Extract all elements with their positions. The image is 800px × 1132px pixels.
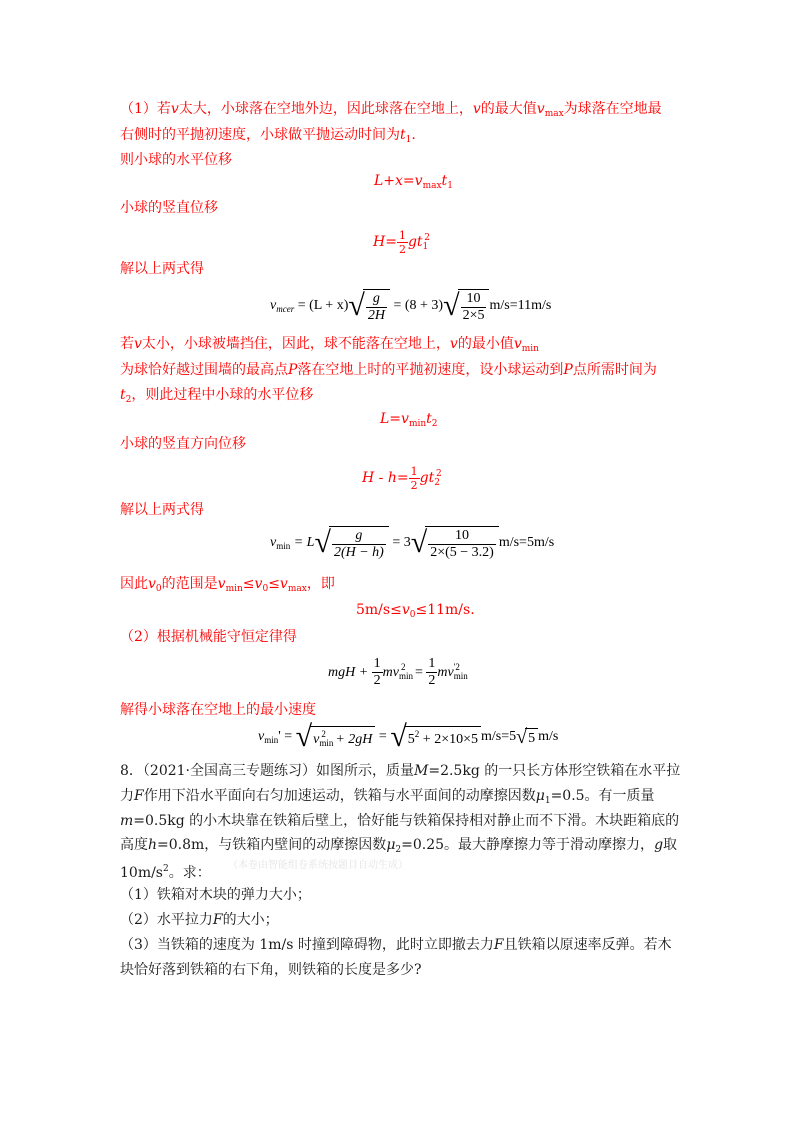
range-statement: 因此$v_0$的范围是$v_{min}\le v_0\le v_{max}$，即 [120,576,335,594]
watermark-text: （本卷由智能组卷系统按题目自动生成） [228,860,408,871]
vertical-displacement-label-2: 小球的竖直方向位移 [120,436,246,452]
range-result: $5m/s\le v_0\le 11m/s$. [356,602,475,620]
solve-label-2: 解以上两式得 [120,502,204,518]
solution-line-1: （1）若v太大，小球落在空地外边，因此球落在空地上，v的最大值$v_{max}$为球落在空地最 [120,101,662,119]
solution-line-p: 为球恰好越过围墙的最高点P落在空地上时的平抛初速度，设小球运动到P点所需时间为 [120,362,657,378]
solve-label-1: 解以上两式得 [120,261,204,277]
q8-sub-question-1: （1）铁箱对木块的弹力大小； [120,887,311,903]
equation-vmin: $v_{min} = L√$ $\frac{g}{2(H - h)}$ = 3√ $\frac{10}{2\times(5 - 3.2)}$ m/s=5m/s [270,526,555,560]
min-speed-label: 解得小球落在空地上的最小速度 [120,702,316,718]
vertical-displacement-label: 小球的竖直位移 [120,200,218,216]
solution-line-2: 右侧时的平抛初速度，小球做平抛运动时间为$t_1$. [120,127,416,145]
equation-vertical-h: H= $\frac{1}{2}$ $gt_1^2$ [373,228,431,256]
solution-small-v-line: 若v太小，小球被墙挡住，因此，球不能落在空地上，v的最小值$v_{min}$ [120,336,539,354]
equation-horizontal-max: $L+x=v_{max}t_1$ [374,173,453,191]
q8-sub-question-2: （2）水平拉力F的大小； [120,912,279,928]
horizontal-displacement-label: 则小球的水平位移 [120,152,232,168]
equation-vertical-h-minus-h: H - h= $\frac{1}{2}$ $gt_2^2$ [362,464,442,492]
equation-vmax: $v_{mcer} = (L + x)√$ $\frac{g}{2H}$ = (8 + 3)√ $\frac{10}{2\times 5}$ m/s=11m/s [270,289,552,323]
equation-horizontal-min: $L=v_{min}t_2$ [380,411,438,429]
q8-line-1: 8．（2021·全国高三专题练习）如图所示，质量M=2.5kg 的一只长方体形空铁箱在水平拉 [120,763,681,779]
part-2-label: （2）根据机械能守恒定律得 [120,629,297,645]
equation-energy-conservation: mgH + $\frac{1}{2}$ $mv_{min}^2$ = $\frac{1}{2}$ $mv_{min}^{'2}$ [328,656,468,689]
equation-min-landing-speed: $v_{min}' = √v_{min}^2 + 2gH = √5^2 + 2\times 10\times 5$ m/s=5√5 m/s [258,720,559,753]
q8-line-3: m=0.5kg 的小木块靠在铁箱后壁上，恰好能与铁箱保持相对静止而不下滑。木块距箱底的 [120,813,680,829]
q8-line-4: 高度h=0.8m，与铁箱内壁间的动摩擦因数$\mu_2=0.25$。最大静摩擦力等于滑动摩擦力，g取 [120,837,678,855]
q8-line-2: 力F作用下沿水平面向右匀加速运动，铁箱与水平面间的动摩擦因数$\mu_1=0.5$。有一质量 [120,788,655,806]
q8-sub-question-3-line-1: （3）当铁箱的速度为 1m/s 时撞到障碍物，此时立即撤去力F且铁箱以原速率反弹。若木 [120,937,672,953]
q8-sub-question-3-line-2: 块恰好落到铁箱的右下角，则铁箱的长度是多少? [120,962,422,978]
solution-line-t2: $t_2$，则此过程中小球的水平位移 [120,387,314,405]
q8-line-5: $10m/s^2$。求： [120,864,211,881]
